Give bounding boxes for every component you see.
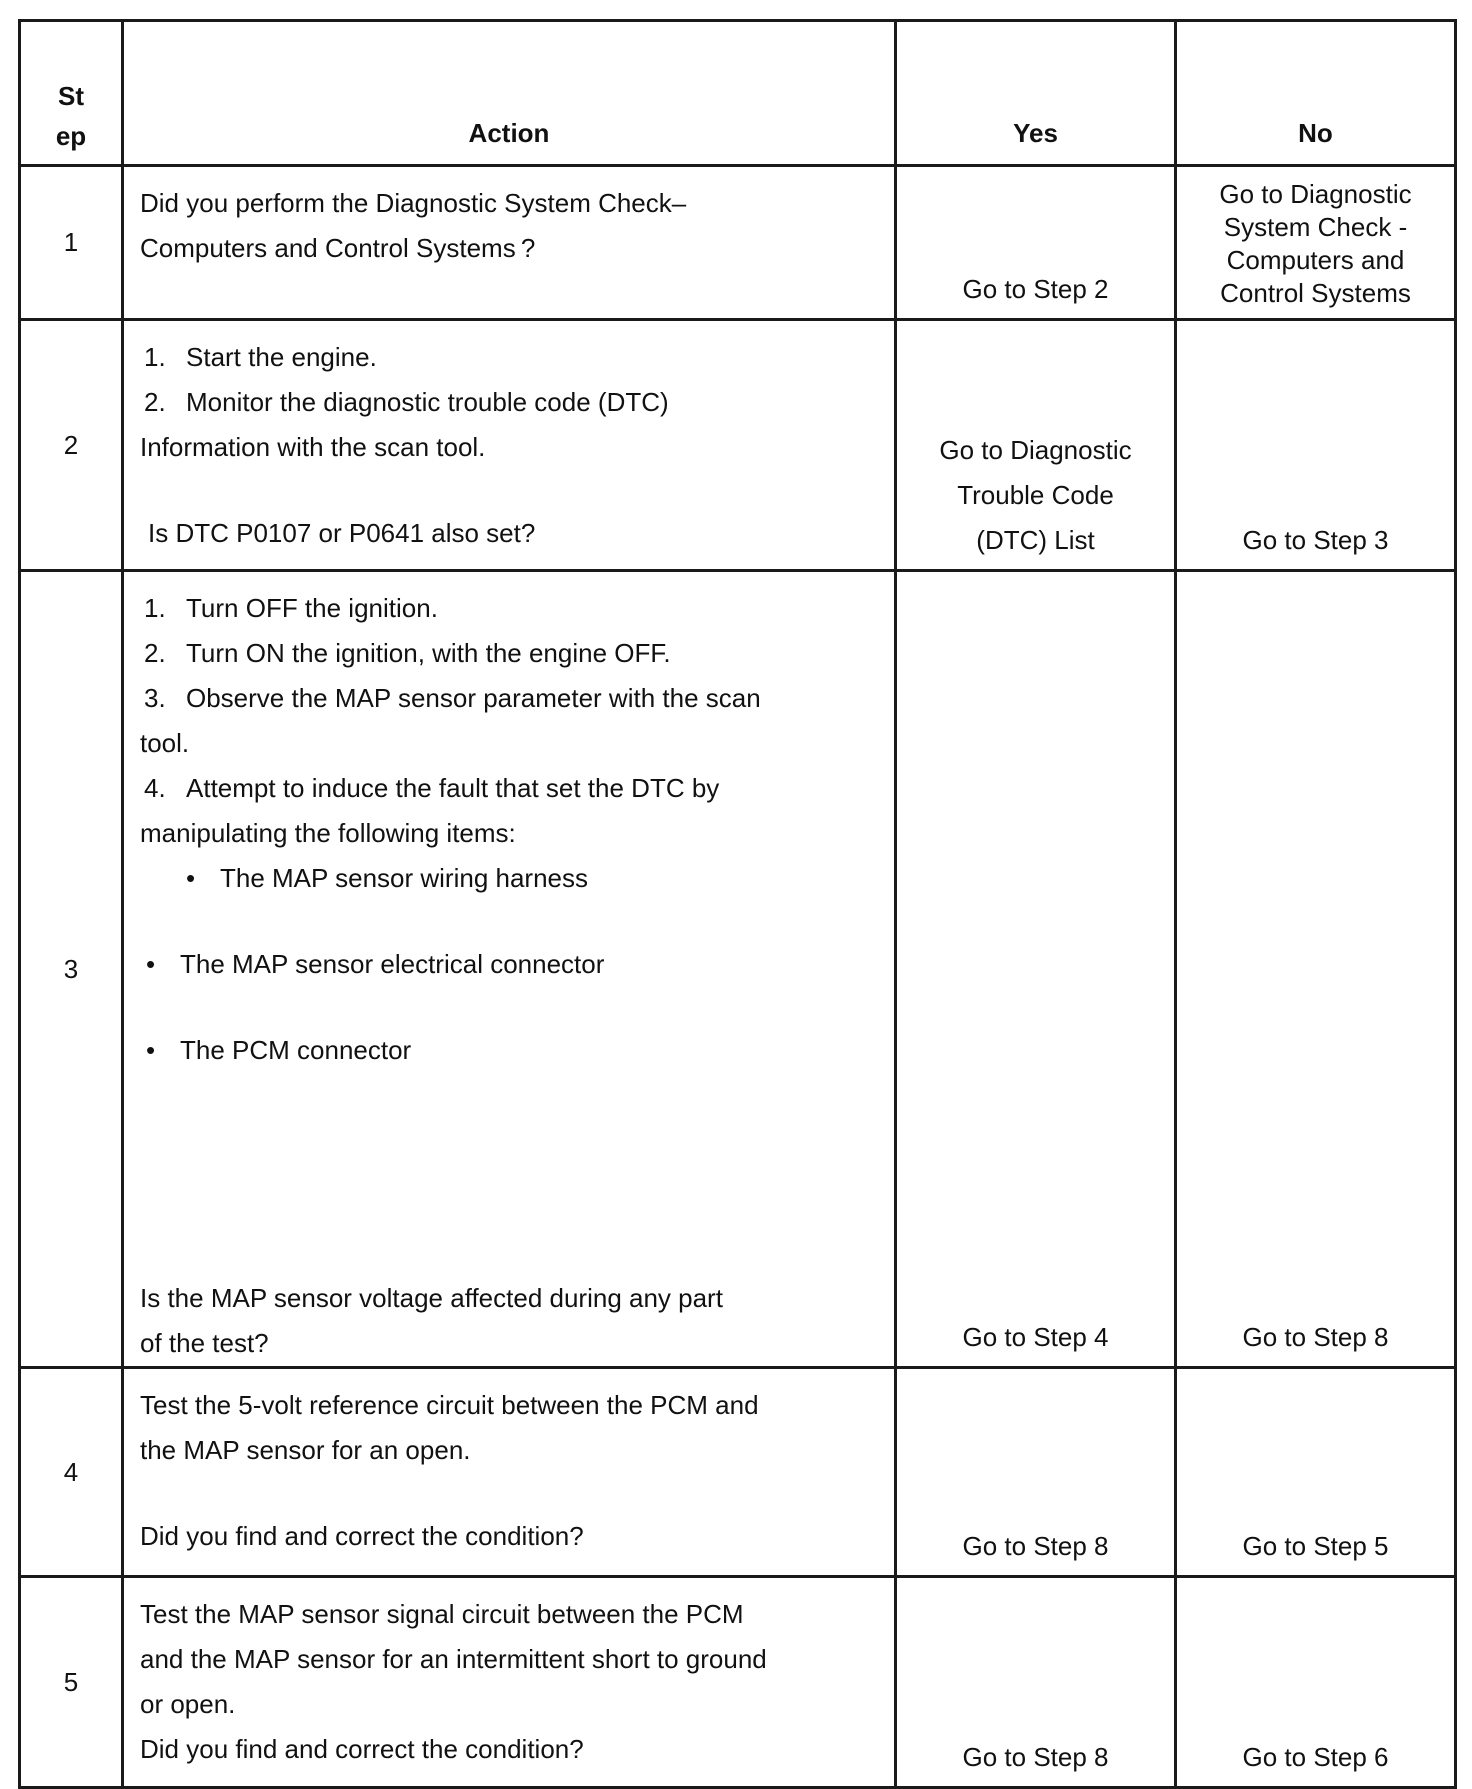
- item-number: 2.: [144, 387, 166, 417]
- action-item: [140, 586, 882, 631]
- spacer: [140, 1073, 882, 1276]
- action-cell: [123, 1368, 896, 1577]
- step-number: 4: [20, 1368, 123, 1577]
- no-cell: [1176, 166, 1456, 320]
- item-number: 3.: [144, 683, 166, 713]
- bullet-text: The MAP sensor electrical connector: [180, 949, 605, 979]
- table-row-step-4: [20, 1368, 1456, 1577]
- step-number: 5: [20, 1577, 123, 1788]
- no-cell: Go to Step 8: [1176, 571, 1456, 1368]
- header-row: [20, 21, 1456, 166]
- bullet-item: [140, 942, 882, 987]
- bullet-item: [140, 856, 882, 901]
- bullet-icon: •: [186, 863, 196, 893]
- item-text: Turn ON the ignition, with the engine OFF.: [186, 638, 671, 668]
- spacer: [140, 1473, 882, 1514]
- no-line: System Check -: [1223, 211, 1408, 242]
- bullet-text: The PCM connector: [180, 1035, 412, 1065]
- step-number: 3: [20, 571, 123, 1368]
- table-row-step-5: [20, 1577, 1456, 1788]
- header-step-line1: St: [58, 81, 84, 111]
- table-row-step-3: [20, 571, 1456, 1368]
- item-text: Turn OFF the ignition.: [186, 593, 438, 623]
- yes-line: (DTC) List: [976, 525, 1095, 555]
- yes-cell: Go to Step 8: [896, 1368, 1176, 1577]
- no-line: Go to Diagnostic: [1219, 178, 1412, 209]
- no-line: Computers and: [1226, 244, 1405, 275]
- action-item: [140, 676, 882, 721]
- action-line: tool.: [140, 728, 190, 758]
- yes-cell: Go to Step 2: [896, 166, 1176, 320]
- spacer: [140, 901, 882, 942]
- header-step: [20, 21, 123, 166]
- action-question: Did you find and correct the condition?: [140, 1734, 584, 1764]
- action-cell: [123, 1577, 896, 1788]
- action-line: Computers and Control Systems ?: [140, 233, 536, 263]
- item-number: 1.: [144, 342, 166, 372]
- action-question: Did you find and correct the condition?: [140, 1521, 584, 1551]
- action-cell: [123, 320, 896, 571]
- header-yes: Yes: [896, 21, 1176, 166]
- item-text: Monitor the diagnostic trouble code (DTC): [186, 387, 669, 417]
- header-step-line2: ep: [55, 121, 87, 151]
- yes-cell: [896, 320, 1176, 571]
- action-cell: [123, 571, 896, 1368]
- action-line: Test the MAP sensor signal circuit between the PCM: [140, 1599, 744, 1629]
- header-no: No: [1176, 21, 1456, 166]
- header-action: Action: [123, 21, 896, 166]
- item-text: Attempt to induce the fault that set the DTC by: [186, 773, 720, 803]
- action-line: manipulating the following items:: [140, 818, 516, 848]
- spacer: [140, 470, 882, 511]
- action-line: and the MAP sensor for an intermittent short to ground: [140, 1644, 767, 1674]
- table-row-step-1: [20, 166, 1456, 320]
- bullet-icon: •: [146, 1035, 156, 1065]
- yes-line: Trouble Code: [957, 480, 1114, 510]
- action-question: Is the MAP sensor voltage affected during any part: [140, 1283, 723, 1313]
- action-line: or open.: [140, 1689, 236, 1719]
- yes-cell: Go to Step 4: [896, 571, 1176, 1368]
- item-number: 4.: [144, 773, 166, 803]
- item-text: Start the engine.: [186, 342, 377, 372]
- action-line: the MAP sensor for an open.: [140, 1435, 471, 1465]
- no-line: Control Systems: [1220, 277, 1411, 308]
- item-number: 2.: [144, 638, 166, 668]
- action-line: Test the 5-volt reference circuit between the PCM and: [140, 1390, 759, 1420]
- action-question: Is DTC P0107 or P0641 also set?: [148, 518, 536, 548]
- table-row-step-2: [20, 320, 1456, 571]
- action-cell: [123, 166, 896, 320]
- action-item: [140, 335, 882, 380]
- bullet-text: The MAP sensor wiring harness: [220, 863, 589, 893]
- spacer: [140, 987, 882, 1028]
- action-item: [140, 631, 882, 676]
- action-question: of the test?: [140, 1328, 269, 1358]
- step-number: 2: [20, 320, 123, 571]
- no-cell: Go to Step 6: [1176, 1577, 1456, 1788]
- diagnostic-table: [18, 19, 1457, 1789]
- no-cell: Go to Step 5: [1176, 1368, 1456, 1577]
- action-line: Did you perform the Diagnostic System Check–: [140, 188, 687, 218]
- action-item: [140, 766, 882, 811]
- item-text: Observe the MAP sensor parameter with the scan: [186, 683, 761, 713]
- yes-cell: Go to Step 8: [896, 1577, 1176, 1788]
- action-item: [140, 380, 882, 425]
- item-number: 1.: [144, 593, 166, 623]
- bullet-item: [140, 1028, 882, 1073]
- no-cell: Go to Step 3: [1176, 320, 1456, 571]
- bullet-icon: •: [146, 949, 156, 979]
- step-number: 1: [20, 166, 123, 320]
- action-line: Information with the scan tool.: [140, 432, 486, 462]
- yes-line: Go to Diagnostic: [939, 435, 1132, 465]
